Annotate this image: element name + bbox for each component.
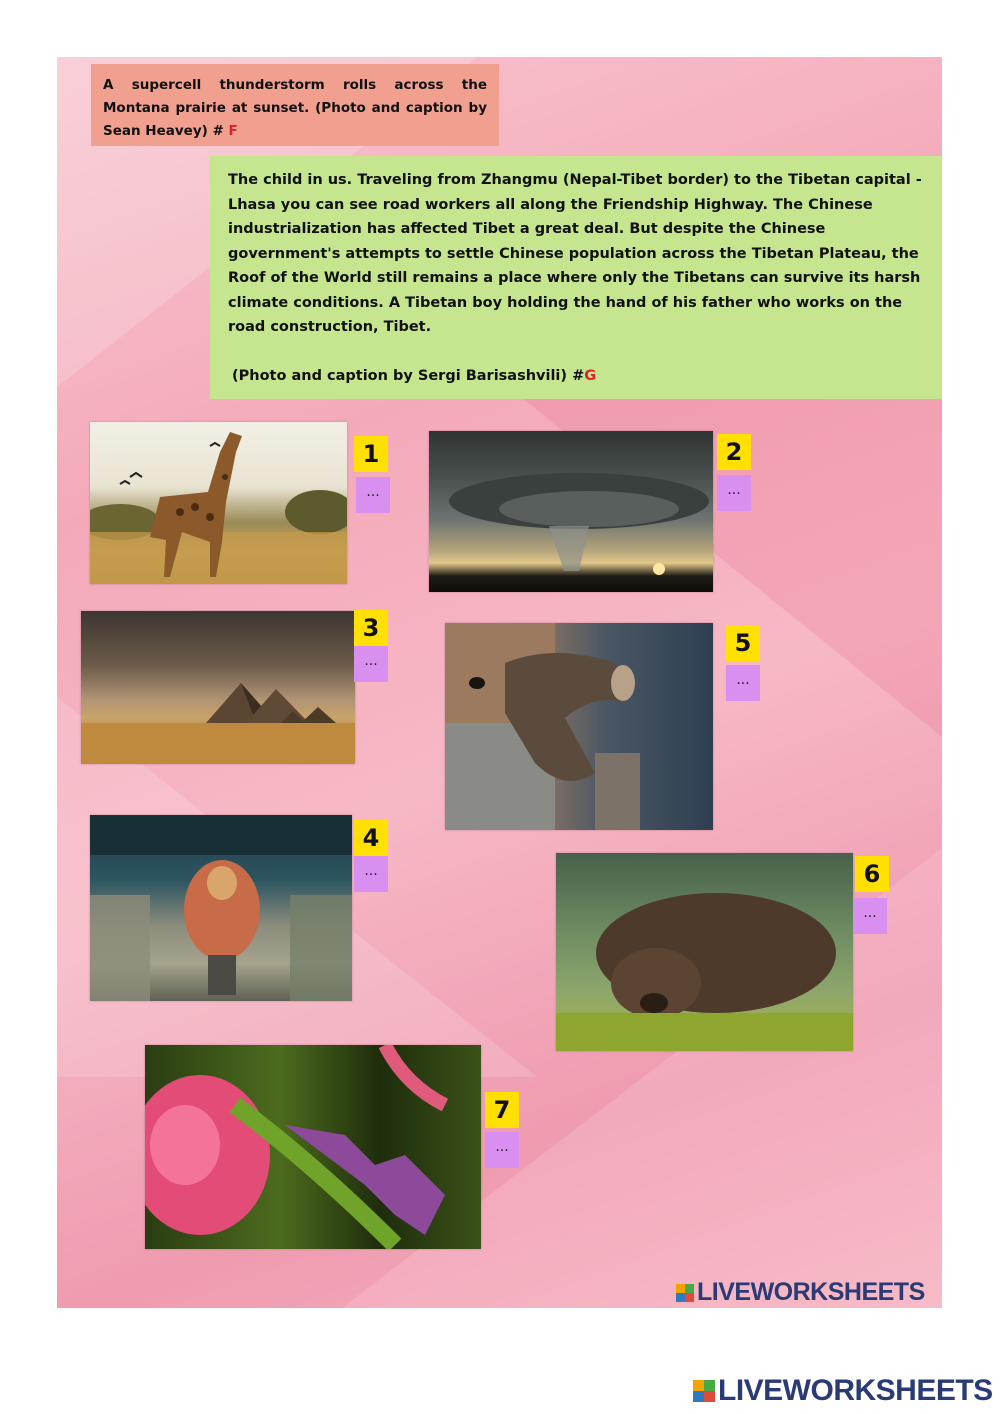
caption-f-text: A supercell thunderstorm rolls across the Montana prairie at sunset. (Photo and caption by Sean Heavey) # (103, 77, 487, 139)
caption-g-credit: (Photo and caption by Sergi Barisashvili) # (232, 367, 585, 384)
number-badge-1: 1 (354, 436, 388, 472)
storm-illustration (429, 431, 713, 592)
liveworksheets-logo-outer[interactable] (693, 1374, 993, 1408)
answer-field-3[interactable]: ... (354, 646, 388, 682)
answer-field-1[interactable]: ... (356, 477, 390, 513)
logo-outer-text: LIVEWORKSHEETS (718, 1374, 993, 1407)
answer-field-6[interactable]: ... (853, 898, 887, 934)
caption-f (91, 64, 499, 146)
answer-field-2[interactable]: ... (717, 475, 751, 511)
number-badge-7: 7 (485, 1092, 519, 1128)
answer-field-5[interactable]: ... (726, 665, 760, 701)
liveworksheets-logo-inner (676, 1278, 925, 1307)
number-badge-2: 2 (717, 434, 751, 470)
liveworksheets-mark-icon (693, 1380, 715, 1402)
caption-g-credit-line (228, 364, 924, 389)
photo-pyramids (81, 611, 355, 764)
caption-g (210, 156, 942, 399)
logo-inner-text: LIVEWORKSHEETS (697, 1278, 925, 1306)
number-badge-3: 3 (354, 610, 388, 646)
caption-f-letter: F (228, 123, 238, 139)
photo-bear (556, 853, 853, 1051)
caption-g-letter: G (584, 367, 597, 384)
train-illustration (90, 815, 352, 1001)
answer-field-7[interactable]: ... (485, 1132, 519, 1168)
number-badge-6: 6 (855, 856, 889, 892)
bear-illustration (556, 853, 853, 1051)
photo-tibetan-boy-hands (445, 623, 713, 830)
giraffe-illustration (90, 422, 347, 584)
photo-supercell-storm (429, 431, 713, 592)
photo-giraffe (90, 422, 347, 584)
liveworksheets-mark-icon (676, 1284, 694, 1302)
answer-field-4[interactable]: ... (354, 856, 388, 892)
caption-g-text: The child in us. Traveling from Zhangmu (Nepal-Tibet border) to the Tibetan capital - Lhasa you can see road workers all along the Friendship Highway. The Chinese industrialization has affected Tibet a great deal. But despite the Chinese government's attempts to settle Chinese population across the Tibetan Plateau, the Roof of the World still remains a place where only the Tibetans can survive its harsh climate conditions. A Tibetan boy holding the hand of his father who works on the road construction, Tibet. (228, 172, 922, 335)
number-badge-5: 5 (726, 625, 760, 661)
photo-woman-under-train (90, 815, 352, 1001)
pyramids-illustration (81, 611, 355, 764)
number-badge-4: 4 (354, 820, 388, 856)
hands-illustration (445, 623, 713, 830)
mantis-illustration (145, 1045, 481, 1249)
photo-orchid-mantis (145, 1045, 481, 1249)
